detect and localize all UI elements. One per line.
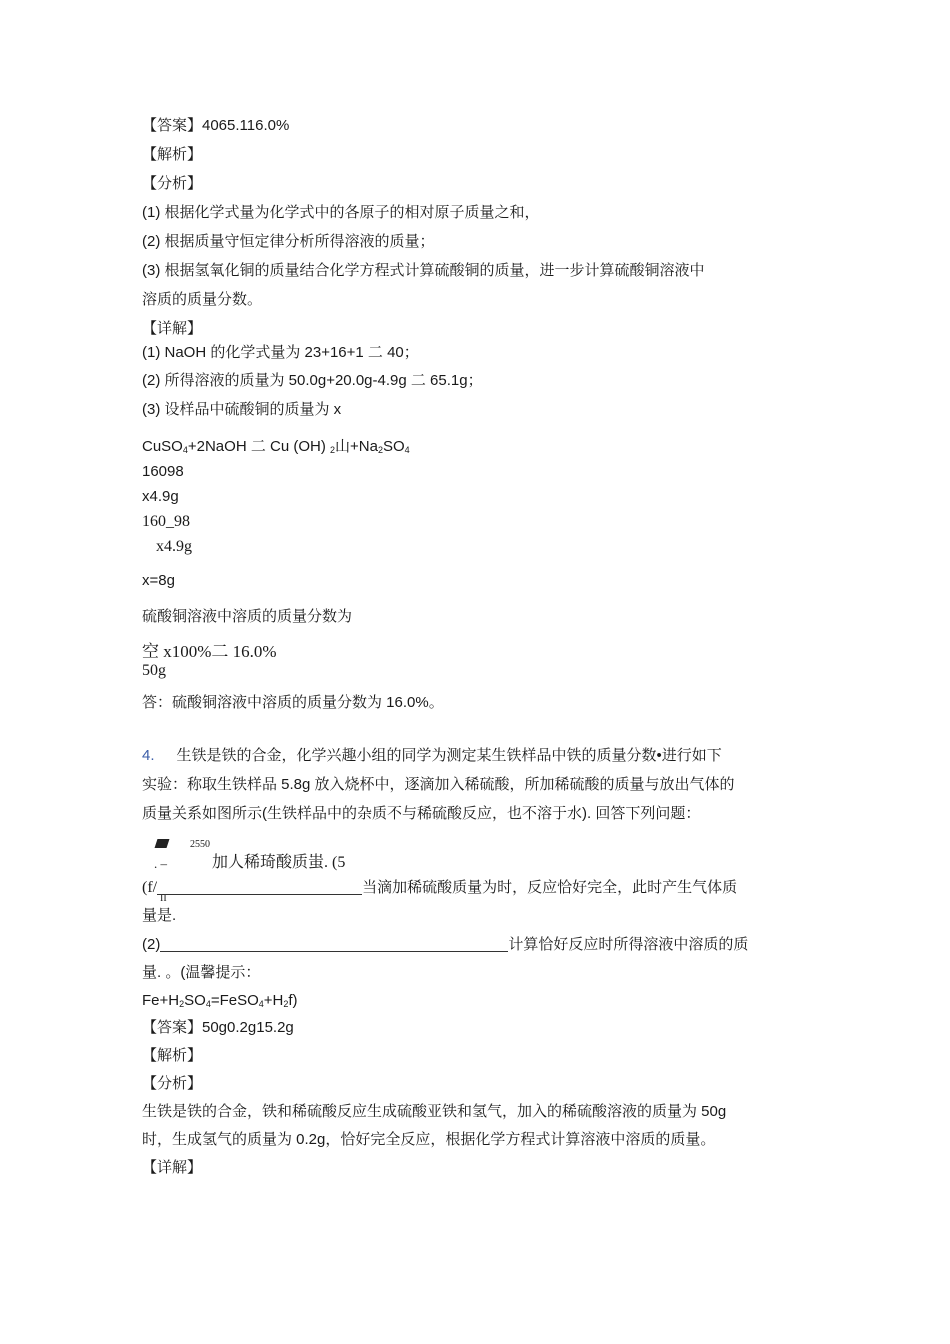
question-4-line-2: 实验：称取生铁样品 5.8g 放入烧杯中，逐滴加入稀硫酸，所加稀硫酸的质量与放出气体的 [142, 776, 735, 793]
proportion-numerator: 160_98 [142, 513, 190, 530]
ratio-values: 16098 [142, 463, 184, 480]
figure-axis-number: 2550 [190, 839, 210, 850]
detail-step-3: (3) 设样品中硫酸铜的质量为 x [142, 401, 342, 418]
answer-blank-1[interactable] [157, 880, 362, 895]
fenxi-heading-2: 【分析】 [142, 1075, 203, 1092]
answer-blank-2[interactable] [160, 937, 508, 952]
answer-line-2: 【答案】50g0.2g15.2g [142, 1019, 294, 1036]
detail-step-2: (2) 所得溶液的质量为 50.0g+20.0g-4.9g 二 65.1g； [142, 372, 483, 389]
question-4-line-1: 4. 生铁是铁的合金，化学兴趣小组的同学为测定某生铁样品中铁的质量分数•进行如下 [142, 747, 722, 764]
proportion-denominator: x4.9g [156, 538, 192, 555]
analysis-heading-2: 【解析】 [142, 1047, 203, 1064]
figure-axis-mark: II [160, 893, 167, 904]
ratio-unknowns: x4.9g [142, 488, 179, 505]
final-answer-1: 答：硫酸铜溶液中溶质的质量分数为 16.0%。 [142, 694, 444, 711]
chemical-equation-1: CuSO$_4$+2NaOH 二 Cu (OH) $_2$山$+Na_2SO_4$ [142, 438, 410, 455]
sub-question-1-cont: 量是. [142, 907, 177, 924]
question-number: 4. [142, 747, 155, 764]
solve-result: x=8g [142, 572, 175, 589]
sub-question-2: (2) 计算恰好反应时所得溶液中溶质的质 [142, 936, 749, 953]
analysis-point-3: (3) 根据氢氧化铜的质量结合化学方程式计算硫酸铜的质量，进一步计算硫酸铜溶液中 [142, 262, 705, 279]
fraction-intro: 硫酸铜溶液中溶质的质量分数为 [142, 608, 353, 625]
analysis-point-1: (1) 根据化学式量为化学式中的各原子的相对原子质量之和， [142, 204, 540, 221]
sub-question-1: (f/ 当滴加稀硫酸质量为时，反应恰好完全，此时产生气体质 [142, 879, 738, 896]
detail-heading-1: 【详解】 [142, 320, 203, 337]
answer-line-1: 【答案】4065.116.0% [142, 117, 290, 134]
chemical-equation-2: $Fe+H_2SO_4=FeSO_4+H_2f$) [142, 992, 298, 1009]
sub-question-2-cont: 量. 。(温馨提示： [142, 964, 261, 981]
question-4-line-3: 质量关系如图所示(生铁样品中的杂质不与稀硫酸反应，也不溶于水). 回答下列问题： [142, 805, 701, 822]
fenxi-heading-1: 【分析】 [142, 175, 203, 192]
analysis-text-line-2: 时，生成氢气的质量为 0.2g，恰好完全反应，根据化学方程式计算溶液中溶质的质量。 [142, 1131, 716, 1148]
figure-axis-label: 加人稀琦酸质蚩. (5 [212, 854, 346, 871]
figure-fragment-icon [155, 839, 170, 848]
detail-heading-2: 【详解】 [142, 1159, 203, 1176]
analysis-point-2: (2) 根据质量守恒定律分析所得溶液的质量； [142, 233, 435, 250]
detail-step-1: (1) NaOH 的化学式量为 23+16+1 二 40； [142, 344, 419, 361]
fraction-denominator: 50g [142, 662, 166, 679]
analysis-heading-1: 【解析】 [142, 146, 203, 163]
analysis-point-3-cont: 溶质的质量分数。 [142, 291, 263, 308]
analysis-text-line-1: 生铁是铁的合金，铁和稀硫酸反应生成硫酸亚铁和氢气，加入的稀硫酸溶液的质量为 50g [142, 1103, 727, 1120]
figure-axis-dash: . – [154, 856, 167, 871]
fraction-calculation: 空 x100%二 16.0% [142, 642, 277, 661]
